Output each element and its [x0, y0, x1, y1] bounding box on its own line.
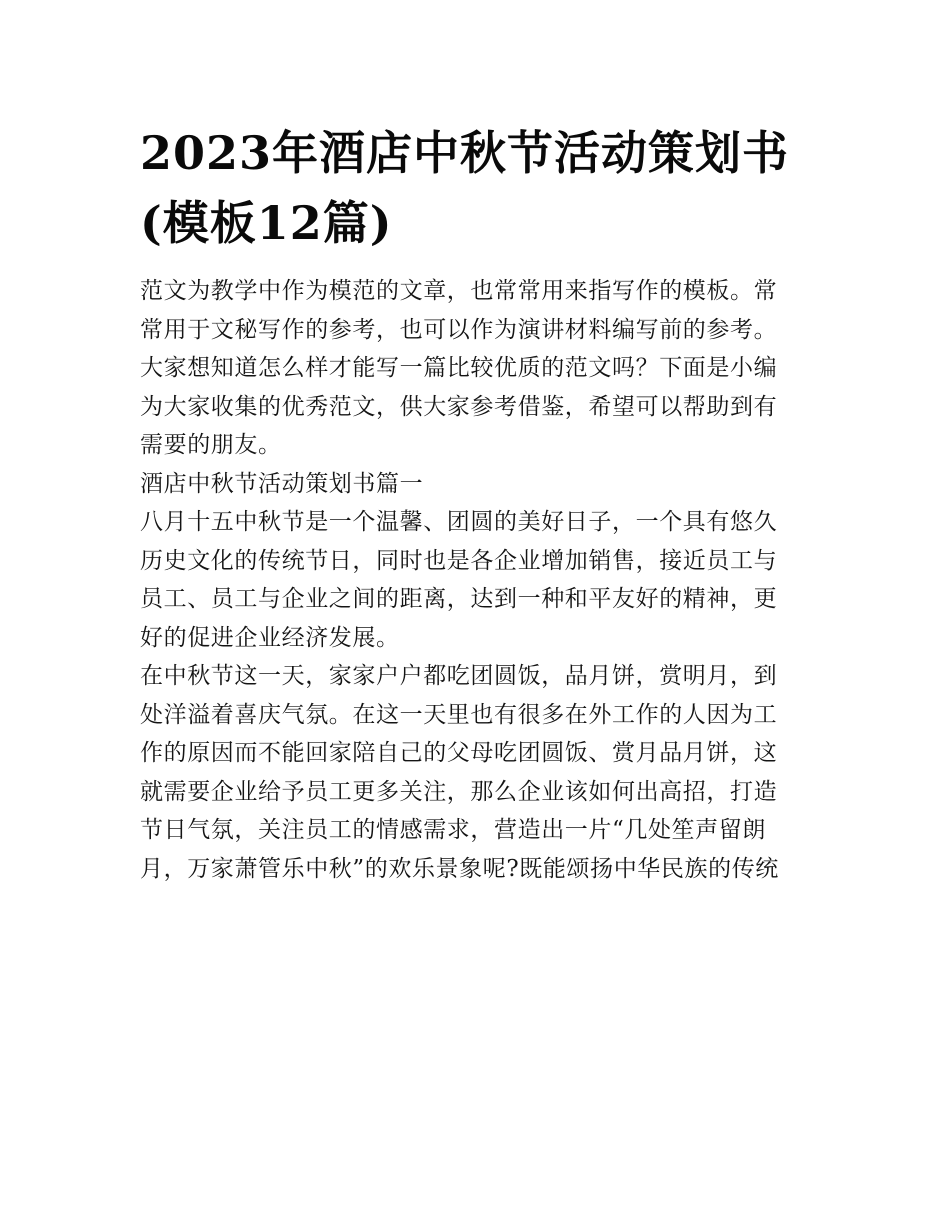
text-line: 常用于文秘写作的参考，也可以作为演讲材料编写前的参考。: [140, 316, 778, 343]
title-line: 2023年酒店中秋节活动策划书: [140, 126, 790, 180]
document-title: [140, 118, 815, 258]
body-paragraph: [140, 503, 815, 657]
body-paragraph: [140, 657, 815, 888]
text-line: 历史文化的传统节日，同时也是各企业增加销售，接近员工与: [140, 547, 778, 574]
text-line: 员工、员工与企业之间的距离，达到一种和平友好的精神，更: [140, 586, 778, 612]
title-line: (模板12篇): [140, 196, 393, 250]
document-body: [140, 272, 815, 888]
text-line: 大家想知道怎么样才能写一篇比较优质的范文吗？下面是小编: [140, 355, 778, 381]
text-line: 好的促进企业经济发展。: [140, 624, 400, 651]
text-line: 在中秋节这一天，家家户户都吃团圆饭，品月饼，赏明月，到: [140, 663, 778, 689]
document-content: [140, 118, 815, 888]
text-line: 月，万家萧管乐中秋”的欢乐景象呢?既能颂扬中华民族的传统: [140, 855, 779, 882]
section-heading: [140, 465, 815, 504]
text-line: 范文为教学中作为模范的文章，也常常用来指写作的模板。常: [140, 278, 778, 304]
text-line: 酒店中秋节活动策划书篇一: [140, 470, 424, 497]
text-line: 需要的朋友。: [140, 432, 282, 458]
text-line: 作的原因而不能回家陪自己的父母吃团圆饭、赏月品月饼，这: [140, 740, 778, 766]
intro-paragraph: [140, 272, 815, 465]
text-line: 处洋溢着喜庆气氛。在这一天里也有很多在外工作的人因为工: [140, 701, 778, 728]
text-line: 八月十五中秋节是一个温馨、团圆的美好日子，一个具有悠久: [140, 509, 778, 535]
text-line: 为大家收集的优秀范文，供大家参考借鉴，希望可以帮助到有: [140, 393, 778, 420]
text-line: 就需要企业给予员工更多关注，那么企业该如何出高招，打造: [140, 778, 778, 805]
text-line: 节日气氛，关注员工的情感需求，营造出一片“几处笙声留朗: [140, 817, 766, 843]
